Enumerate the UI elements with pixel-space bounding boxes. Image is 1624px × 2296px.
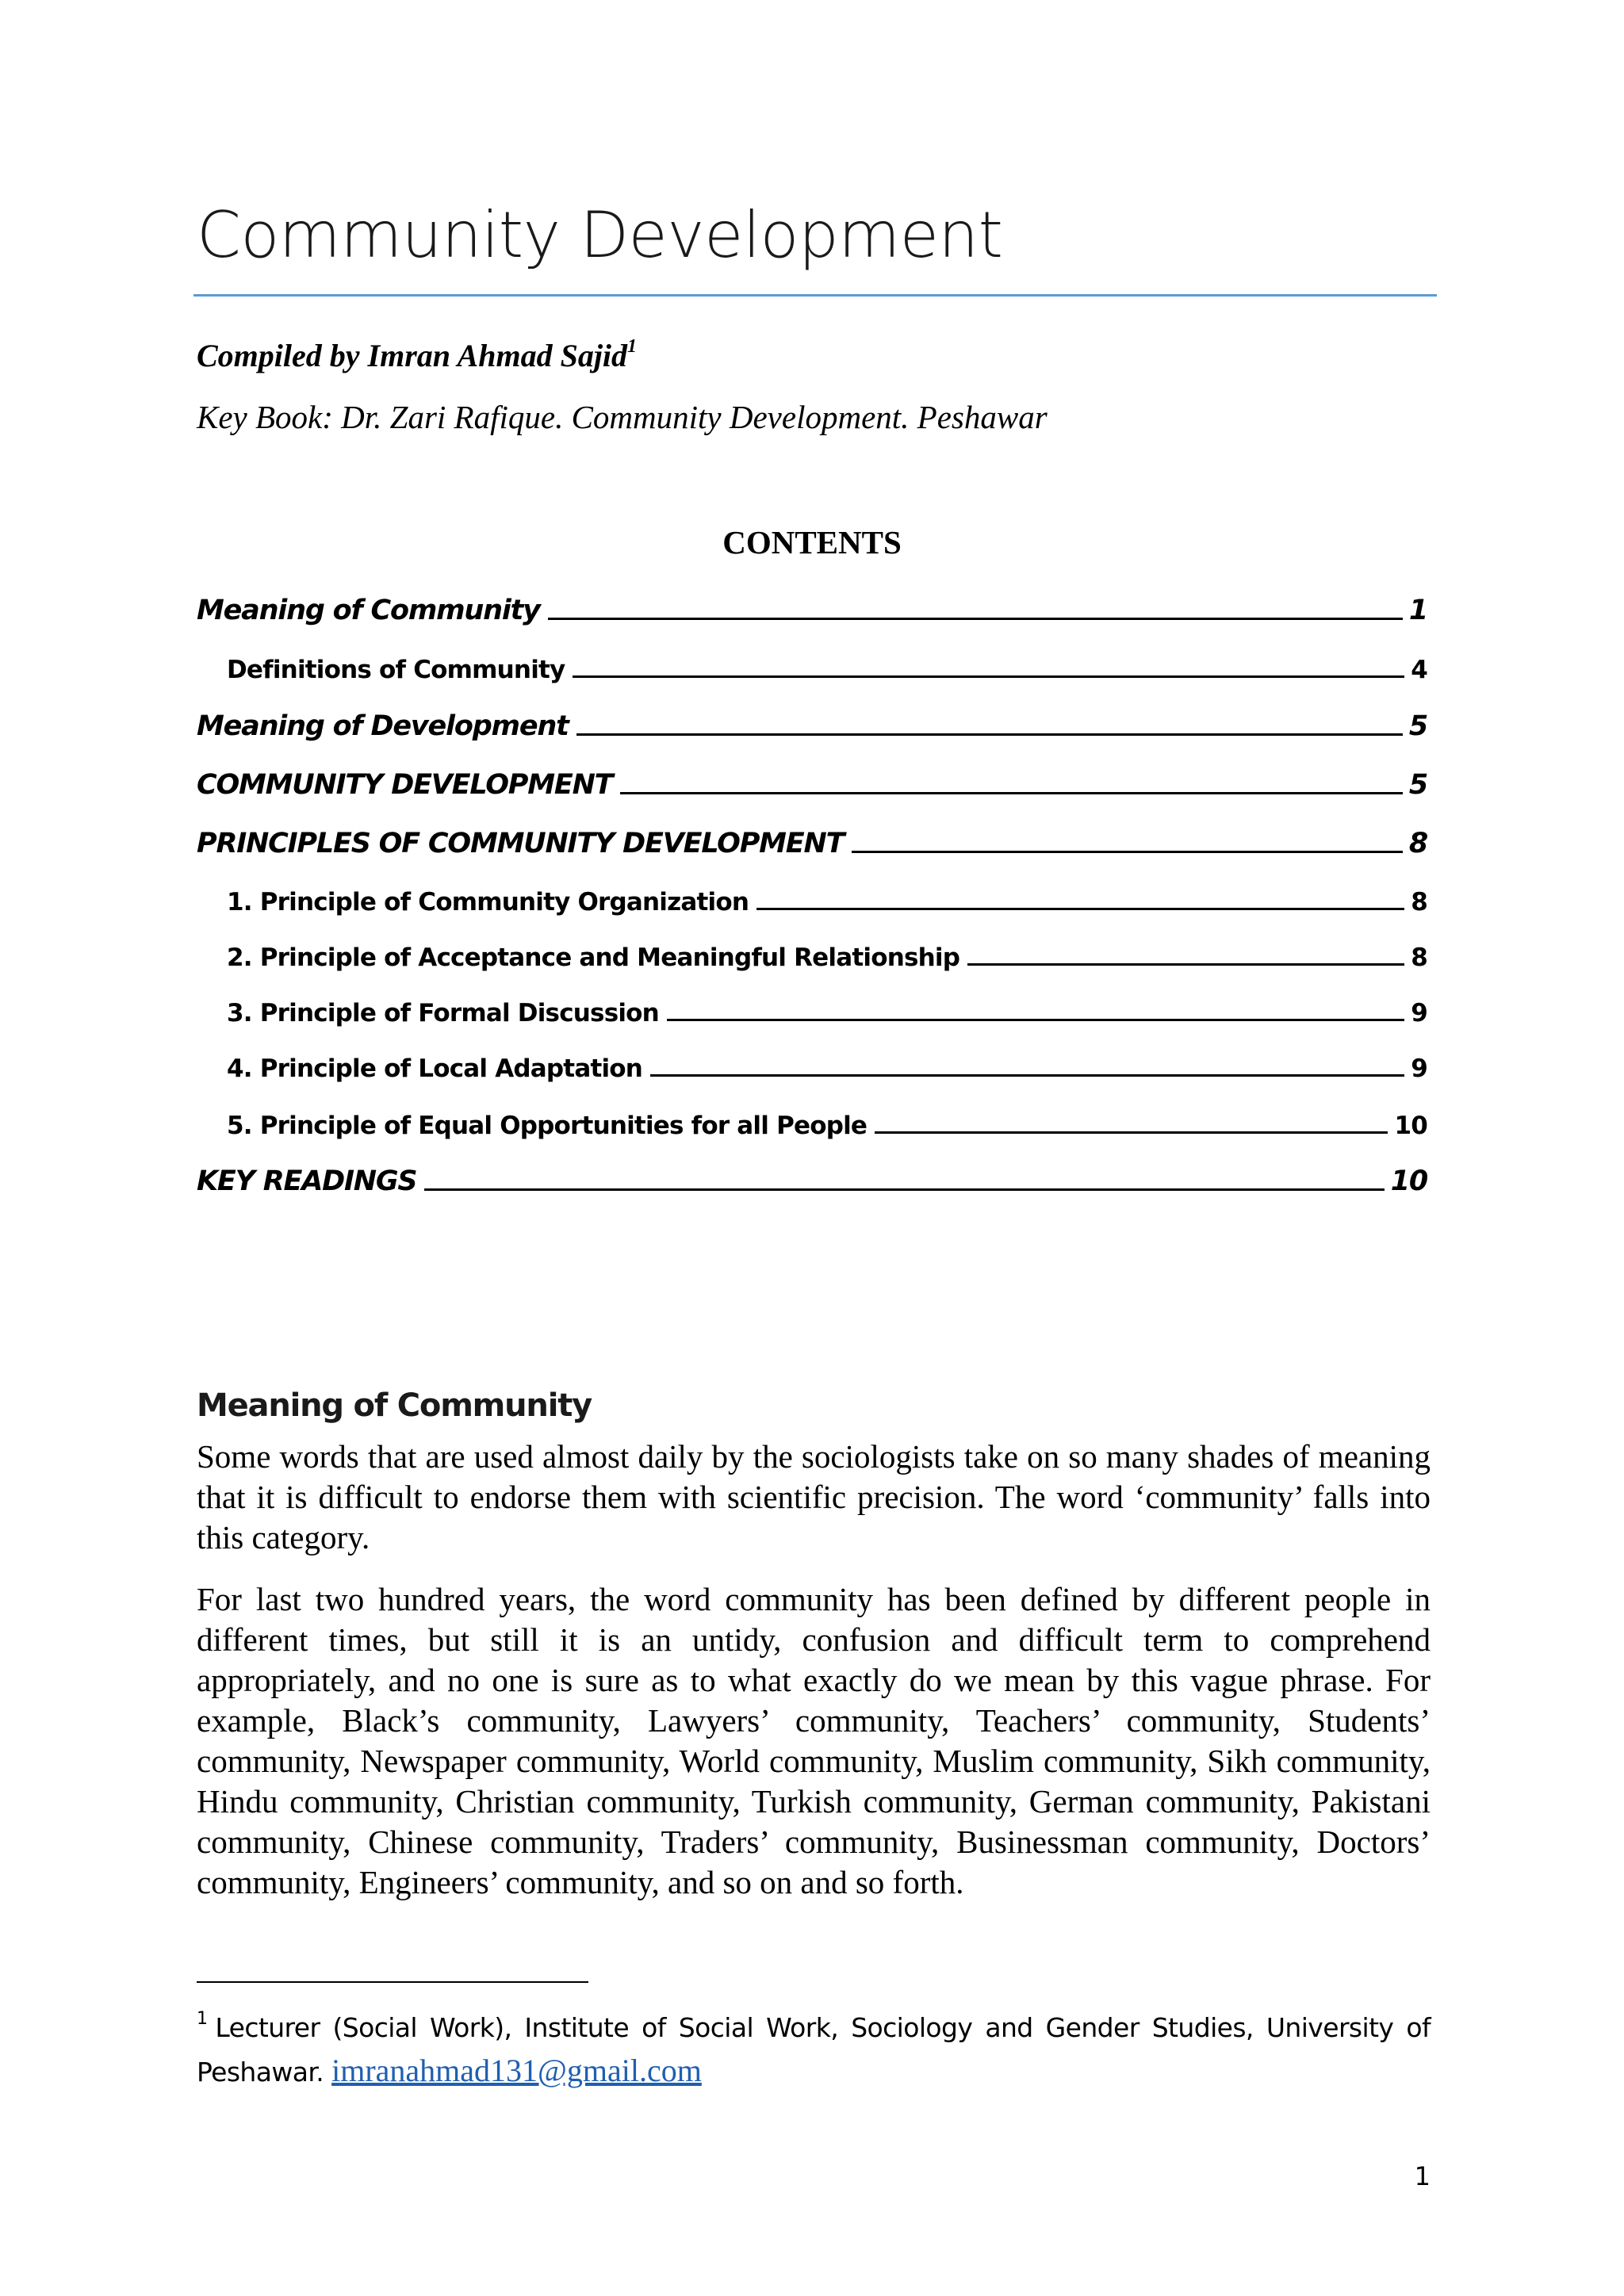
footnote-separator (197, 1981, 588, 1983)
body-paragraph: For last two hundred years, the word community has been defined by different people in different times, but still it is an untidy, confusion and difficult term to comprehend appropriately, and no one is sure as to what exactly do we mean by this vague phrase. For example, Black’s community, Lawyers’ community, Teachers’ community, Students’ community, Newspaper community, World community, Muslim community, Sikh community, Hindu community, Christian community, Turkish community, German community, Pakistani community, Chinese community, Traders’ community, Businessman community, Doctors’ community, Engineers’ community, and so on and so forth. (197, 1581, 1431, 1900)
toc-entry-label: Definitions of Community (227, 656, 565, 684)
compiled-by-text: Compiled by Imran Ahmad Sajid (197, 338, 628, 373)
toc-leader (650, 1074, 1404, 1077)
toc-entry-page: 1 (1408, 595, 1427, 626)
section-heading: Meaning of Community (197, 1387, 592, 1424)
toc-entry[interactable] (197, 702, 1427, 742)
toc-entry-label: 2. Principle of Acceptance and Meaningful Relationship (227, 943, 960, 972)
contents-heading: CONTENTS (722, 524, 902, 561)
toc-entry-page: 5 (1408, 769, 1427, 801)
toc-entry-label: 5. Principle of Equal Opportunities for all People (227, 1112, 868, 1140)
toc-entry[interactable] (197, 761, 1427, 801)
toc-entry-page: 10 (1390, 1165, 1427, 1197)
toc-entry-page: 8 (1408, 828, 1427, 859)
toc-entry[interactable] (227, 877, 1427, 916)
toc-entry[interactable] (197, 820, 1427, 859)
footnote (197, 1998, 1431, 2094)
body-paragraph: Some words that are used almost daily by the sociologists take on so many shades of meaning that it is difficult to endorse them with scientific precision. The word ‘community’ falls into this category. (197, 1438, 1431, 1556)
toc-entry-label: 4. Principle of Local Adaptation (227, 1054, 643, 1083)
toc-leader (620, 792, 1402, 794)
toc-leader (967, 963, 1404, 966)
toc-entry[interactable] (227, 645, 1427, 684)
footnote-reference[interactable]: 1 (627, 336, 638, 357)
toc-leader (756, 908, 1404, 910)
toc-entry-label: Meaning of Development (197, 710, 569, 742)
title-underline (193, 294, 1437, 297)
toc-entry-label: KEY READINGS (197, 1165, 417, 1197)
toc-entry[interactable] (197, 1158, 1427, 1197)
compiled-by (197, 336, 637, 374)
toc-leader (667, 1019, 1404, 1021)
toc-entry-page: 10 (1394, 1112, 1427, 1140)
toc-leader (875, 1131, 1388, 1134)
document-title: Community Development (197, 198, 1003, 272)
toc-entry[interactable] (227, 1043, 1427, 1083)
footnote-mark: 1 (197, 2009, 208, 2029)
toc-entry[interactable] (227, 932, 1427, 972)
toc-entry-label: 3. Principle of Formal Discussion (227, 999, 659, 1027)
toc-leader (852, 851, 1403, 853)
toc-entry-label: COMMUNITY DEVELOPMENT (197, 769, 613, 801)
footnote-text: Lecturer (Social Work), Institute of Social Work, Sociology and Gender Studies, University of Peshawar. (197, 2012, 1431, 2087)
page-number: 1 (1414, 2161, 1431, 2191)
toc-leader (576, 733, 1403, 736)
toc-entry-page: 8 (1411, 888, 1427, 916)
toc-leader (573, 675, 1404, 678)
toc-entry-page: 9 (1411, 1054, 1427, 1083)
toc-entry-label: Meaning of Community (197, 595, 540, 626)
toc-entry-page: 9 (1411, 999, 1427, 1027)
toc-entry[interactable] (197, 587, 1427, 626)
key-book: Key Book: Dr. Zari Rafique. Community Development. Peshawar (197, 399, 1048, 435)
toc-leader (548, 618, 1403, 620)
toc-entry[interactable] (227, 1100, 1427, 1140)
toc-leader (424, 1188, 1384, 1191)
toc-entry-label: 1. Principle of Community Organization (227, 888, 749, 916)
toc-entry-label: PRINCIPLES OF COMMUNITY DEVELOPMENT (197, 828, 845, 859)
toc-entry[interactable] (227, 988, 1427, 1027)
toc-entry-page: 8 (1411, 943, 1427, 972)
email-link[interactable]: imranahmad131@gmail.com (331, 2053, 702, 2088)
toc-entry-page: 5 (1408, 710, 1427, 742)
toc-entry-page: 4 (1411, 656, 1427, 684)
